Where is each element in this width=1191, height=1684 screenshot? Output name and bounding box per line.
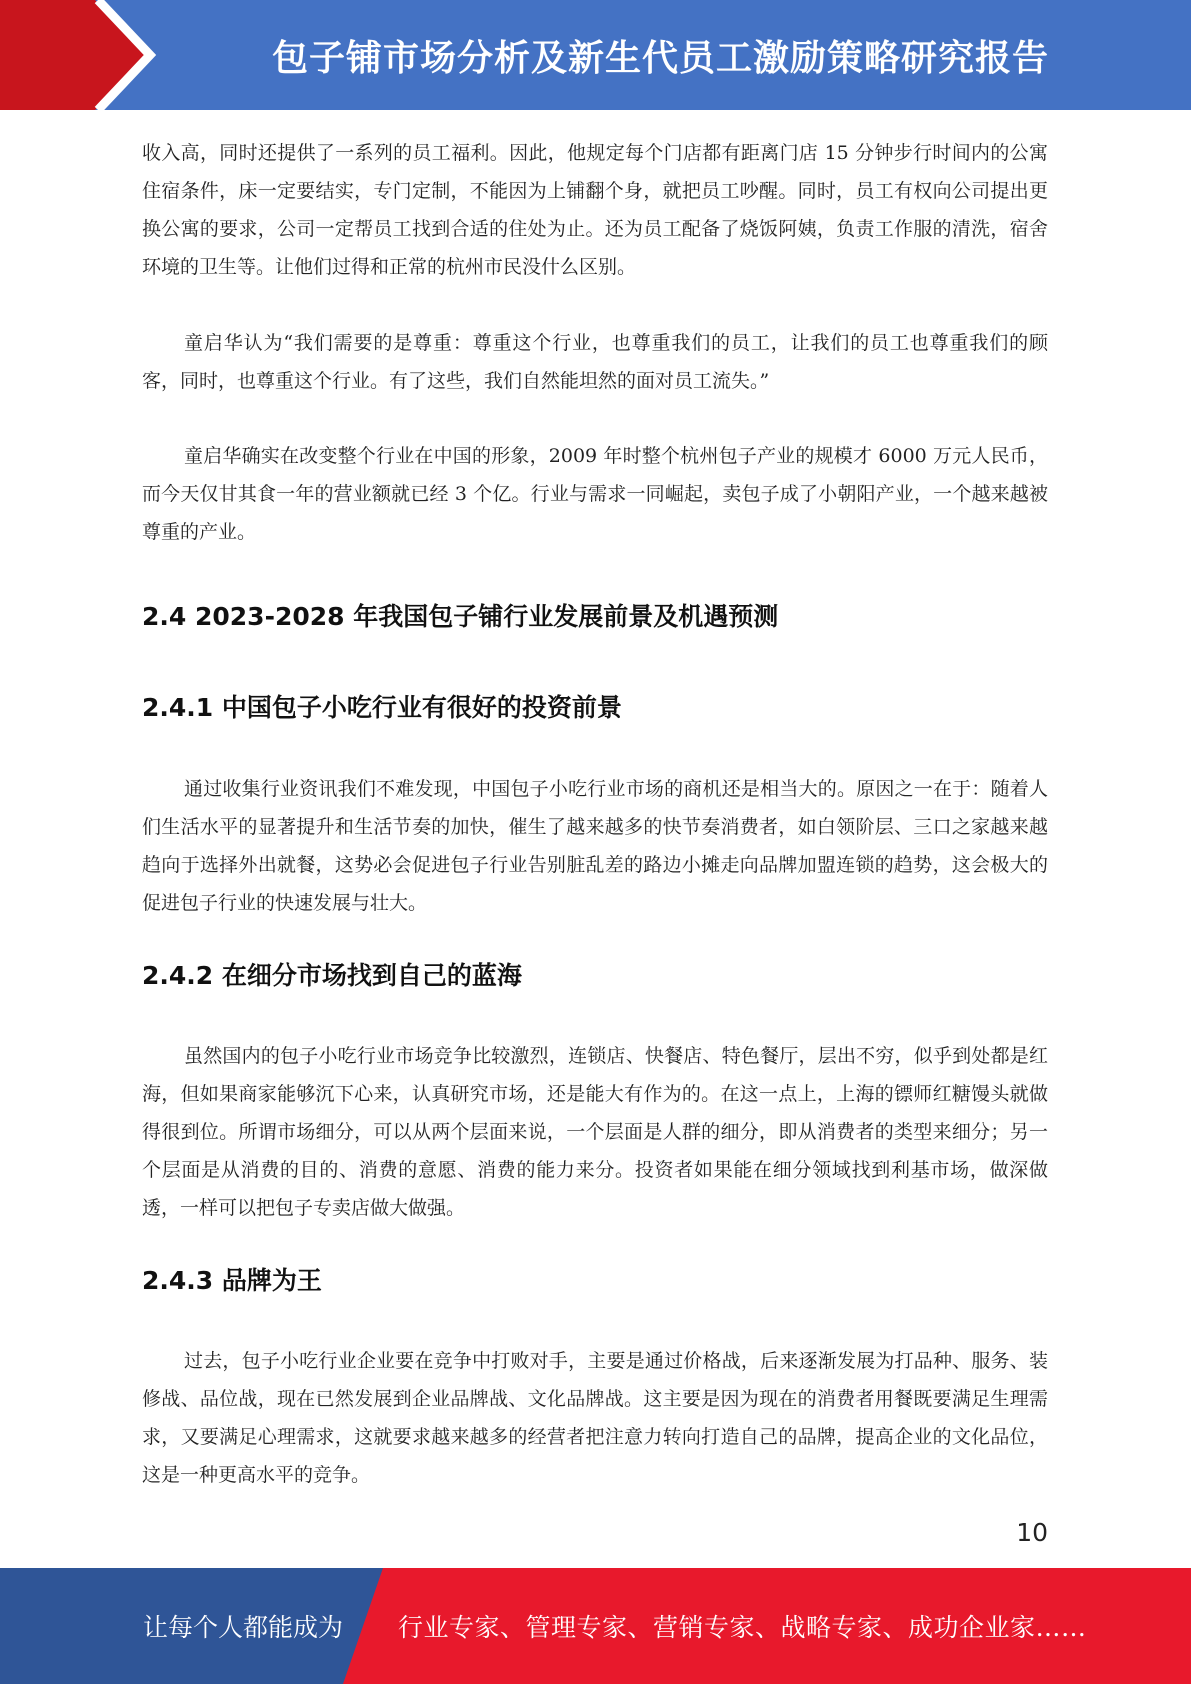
section-heading-2-4: 2.4 2023-2028 年我国包子铺行业发展前景及机遇预测: [142, 602, 779, 631]
body-paragraph: 通过收集行业资讯我们不难发现，中国包子小吃行业市场的商机还是相当大的。原因之一在于：随着人们生活水平的显著提升和生活节奏的加快，催生了越来越多的快节奏消费者，如白领阶层、三口之家越来越趋向于选择外出就餐，这势必会促进包子行业告别脏乱差的路边小摊走向品牌加盟连锁的趋势，这会极大的促进包子行业的快速发展与壮大。: [142, 778, 1048, 914]
body-paragraph: 收入高，同时还提供了一系列的员工福利。因此，他规定每个门店都有距离门店 15 分钟步行时间内的公寓住宿条件，床一定要结实，专门定制，不能因为上铺翻个身，就把员工吵醒。同时，员工有权向公司提出更换公寓的要求，公司一定帮员工找到合适的住处为止。还为员工配备了烧饭阿姨，负责工作服的清洗，宿舍环境的卫生等。让他们过得和正常的杭州市民没什么区别。: [142, 142, 1048, 278]
body-paragraph: 过去，包子小吃行业企业要在竞争中打败对手，主要是通过价格战，后来逐渐发展为打品种、服务、装修战、品位战，现在已然发展到企业品牌战、文化品牌战。这主要是因为现在的消费者用餐既要满足生理需求，又要满足心理需求，这就要求越来越多的经营者把注意力转向打造自己的品牌，提高企业的文化品位，这是一种更高水平的竞争。: [142, 1350, 1048, 1486]
footer-slogan-right: 行业专家、管理专家、营销专家、战略专家、成功企业家……: [398, 1613, 1087, 1642]
section-heading-2-4-1: 2.4.1 中国包子小吃行业有很好的投资前景: [142, 693, 622, 722]
body-paragraph: 虽然国内的包子小吃行业市场竞争比较激烈，连锁店、快餐店、特色餐厅，层出不穷，似乎到处都是红海，但如果商家能够沉下心来，认真研究市场，还是能大有作为的。在这一点上，上海的镖师红糖馒头就做得很到位。所谓市场细分，可以从两个层面来说，一个层面是人群的细分，即从消费者的类型来细分；另一个层面是从消费的目的、消费的意愿、消费的能力来分。投资者如果能在细分领域找到利基市场，做深做透，一样可以把包子专卖店做大做强。: [142, 1045, 1048, 1219]
footer-banner: [0, 1568, 1191, 1684]
document-title: 包子铺市场分析及新生代员工激励策略研究报告: [271, 37, 1049, 79]
section-heading-2-4-2: 2.4.2 在细分市场找到自己的蓝海: [142, 961, 522, 990]
footer-slogan-left: 让每个人都能成为: [143, 1613, 344, 1642]
body-paragraph: 童启华认为“我们需要的是尊重：尊重这个行业，也尊重我们的员工，让我们的员工也尊重我们的顾客，同时，也尊重这个行业。有了这些，我们自然能坦然的面对员工流失。”: [142, 332, 1048, 392]
section-heading-2-4-3: 2.4.3 品牌为王: [142, 1266, 322, 1295]
body-paragraph: 童启华确实在改变整个行业在中国的形象，2009 年时整个杭州包子产业的规模才 6000 万元人民币，而今天仅甘其食一年的营业额就已经 3 个亿。行业与需求一同崛起，卖包子成了小朝阳产业，一个越来越被尊重的产业。: [142, 445, 1048, 543]
page-number: 10: [1016, 1518, 1048, 1547]
header-banner: [0, 0, 1191, 110]
